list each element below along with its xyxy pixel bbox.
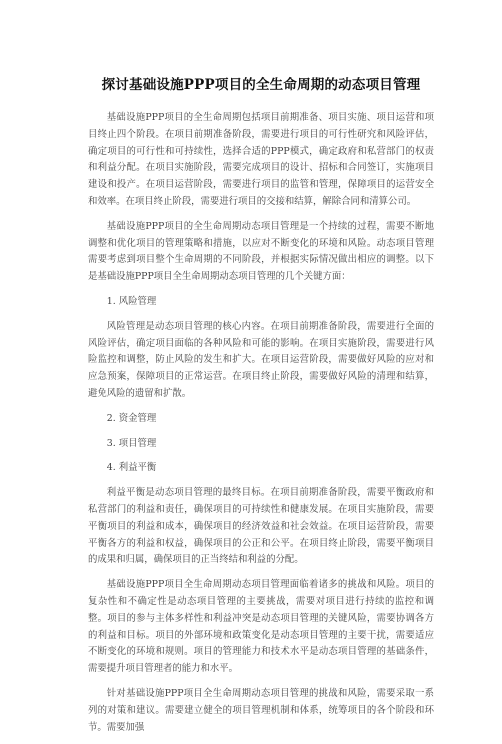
paragraph-challenges-risks: 基础设施PPP项目全生命周期动态项目管理面临着诸多的挑战和风险。项目的复杂性和不确定性是动态项目管理的主要挑战，需要对项目进行持续的监控和调整。项目的参与主体多样性和利益冲突是动态项目管理的关键风险，需要协调各方的利益和目标。项目的外部环境和政策变化是动态项目管理的主要干扰，需要适应不断变化的环境和规则。项目的管理能力和技术水平是动态项目管理的基础条件，需要提升项目管理者的能力和水平。 — [88, 579, 434, 675]
paragraph-interest-balance: 利益平衡是动态项目管理的最终目标。在项目前期准备阶段，需要平衡政府和私营部门的利益和责任，确保项目的可持续性和健康发展。在项目实施阶段，需要平衡项目的利益和成本，确保项目的经济效益和社会效益。在项目运营阶段，需要平衡各方的利益和权益，确保项目的公正和公平。在项目终止阶段，需要平衡项目的成果和归属，确保项目的正当终结和利益的分配。 — [88, 487, 434, 566]
paragraph-risk-management: 风险管理是动态项目管理的核心内容。在项目前期准备阶段，需要进行全面的风险评估，确定项目面临的各种风险和可能的影响。在项目实施阶段，需要进行风险监控和调整，防止风险的发生和扩大。在项目运营阶段，需要做好风险的应对和应急预案，保障项目的正常运营。在项目终止阶段，需要做好风险的清理和结算，避免风险的遗留和扩散。 — [88, 320, 434, 399]
section-heading-project-management: 3. 项目管理 — [106, 437, 157, 449]
paragraph-lifecycle-overview: 基础设施PPP项目的全生命周期包括项目前期准备、项目实施、项目运营和项目终止四个阶段。在项目前期准备阶段，需要进行项目的可行性研究和风险评估，确定项目的可行性和可持续性，选择合适的PPP模式，确定政府和私营部门的权责和利益分配。在项目实施阶段，需要完成项目的设计、招标和合同签订，实施项目建设和投产。在项目运营阶段，需要进行项目的监管和管理，保障项目的运营安全和效率。在项目终止阶段，需要进行项目的交接和结算，解除合同和清算公司。 — [88, 112, 434, 207]
document-title: 探讨基础设施PPP项目的全生命周期的动态项目管理 — [101, 77, 421, 93]
section-heading-risk-management: 1. 风险管理 — [106, 295, 157, 307]
paragraph-dynamic-management-intro: 基础设施PPP项目的全生命周期动态项目管理是一个持续的过程，需要不断地调整和优化项目的管理策略和措施，以应对不断变化的环境和风险。动态项目管理需要考虑到项目整个生命周期的不同阶段，并根据实际情况做出相应的调整。以下是基础设施PPP项目全生命周期动态项目管理的几个关键方面： — [88, 220, 434, 283]
section-heading-interest-balance: 4. 利益平衡 — [106, 462, 157, 474]
paragraph-countermeasures: 针对基础设施PPP项目全生命周期动态项目管理的挑战和风险，需要采取一系列的对策和建议。需要建立健全的项目管理机制和体系，统筹项目的各个阶段和环节。需要加强 — [88, 687, 434, 733]
document-page — [88, 76, 434, 744]
section-heading-fund-management: 2. 资金管理 — [106, 412, 157, 424]
